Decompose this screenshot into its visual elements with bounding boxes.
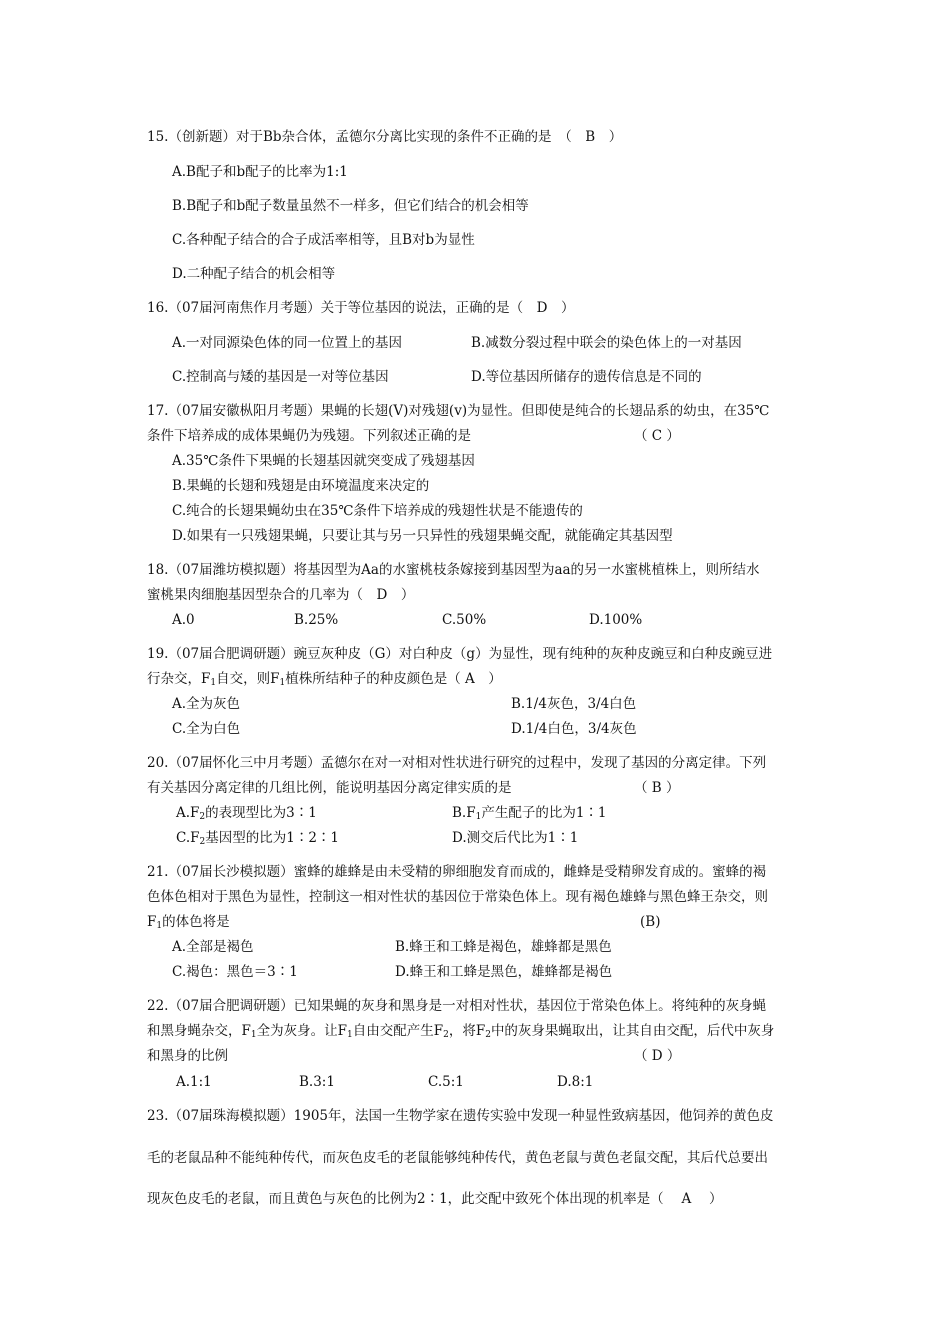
- q17-option-a: A.35℃条件下果蝇的长翅基因就突变成了残翅基因: [172, 453, 475, 469]
- q20-option-d: D.测交后代比为1∶1: [452, 830, 579, 846]
- q20-b-sub: 1: [475, 812, 482, 822]
- q22-stem-line2: [147, 1022, 774, 1040]
- q19-option-c: C.全为白色: [172, 721, 241, 737]
- q15-option-b: B.B配子和b配子数量虽然不一样多，但它们结合的机会相等: [172, 198, 529, 214]
- q21-option-d: D.蜂王和工蜂是黑色，雄蜂都是褐色: [395, 964, 613, 980]
- q18-option-b: B.25%: [294, 612, 339, 628]
- q18-stem-line1: 18.（07届潍坊模拟题）将基因型为Aa的水蜜桃枝条嫁接到基因型为aa的另一水蜜桃植株上，则所结水: [147, 562, 760, 578]
- q19-stem2-sub: 1: [210, 678, 217, 688]
- q20-stem-line2: 有关基因分离定律的几组比例，能说明基因分离定律实质的是: [147, 780, 512, 796]
- q17-option-d: D.如果有一只残翅果蝇，只要让其与另一只异性的残翅果蝇交配，就能确定其基因型: [172, 528, 673, 544]
- q20-a-post: 的表现型比为3∶1: [205, 805, 317, 821]
- q22-s2c: 自由交配产生F: [352, 1023, 444, 1039]
- q21-option-a: A.全部是褐色: [172, 939, 254, 955]
- q18-option-c: C.50%: [442, 612, 487, 628]
- q20-option-a: [176, 804, 317, 822]
- q21-stem3-post: 的体色将是: [162, 914, 230, 930]
- q20-b-pre: B.F: [452, 805, 476, 821]
- q20-option-c: [176, 829, 339, 847]
- q22-answer: （ D ）: [634, 1048, 681, 1064]
- q21-stem3-pre: F: [147, 914, 157, 930]
- q22-option-d: D.8:1: [557, 1074, 594, 1090]
- q22-option-a: A.1:1: [176, 1074, 212, 1090]
- q22-s2-sub4: 2: [485, 1030, 491, 1040]
- q19-stem2-mid: 自交，则F: [216, 671, 280, 687]
- q22-stem-line3: 和黑身的比例: [147, 1048, 228, 1064]
- q19-option-a: A.全为灰色: [172, 696, 241, 712]
- q16-option-a: A.一对同源染色体的同一位置上的基因: [172, 335, 403, 351]
- q21-option-b: B.蜂王和工蜂是褐色，雄蜂都是黑色: [395, 939, 612, 955]
- q16-option-c: C.控制高与矮的基因是一对等位基因: [172, 369, 389, 385]
- q20-answer: （ B ）: [634, 780, 680, 796]
- q21-stem-line3: [147, 913, 230, 931]
- q17-stem-line2: 条件下培养成的成体果蝇仍为残翅。下列叙述正确的是: [147, 428, 471, 444]
- q15-stem: 15.（创新题）对于Bb杂合体，孟德尔分离比实现的条件不正确的是 （ B ）: [147, 129, 623, 145]
- q18-option-a: A.0: [172, 612, 195, 628]
- q20-a-pre: A.F: [176, 805, 200, 821]
- q22-s2e: 中的灰身果蝇取出，让其自由交配，后代中灰身: [490, 1023, 775, 1039]
- q17-option-c: C.纯合的长翅果蝇幼虫在35℃条件下培养成的残翅性状是不能遗传的: [172, 503, 583, 519]
- q18-stem-line2: 蜜桃果肉细胞基因型杂合的几率为（ D ）: [147, 587, 415, 603]
- q21-answer: (B): [640, 914, 661, 930]
- q19-option-b: B.1/4灰色，3/4白色: [511, 696, 637, 712]
- q22-option-b: B.3:1: [299, 1074, 335, 1090]
- q20-option-b: [452, 804, 607, 822]
- q17-stem-line1: 17.（07届安徽枞阳月考题）果蝇的长翅(V)对残翅(v)为显性。但即使是纯合的长翅品系的幼虫，在35℃: [147, 403, 770, 419]
- q20-c-sub: 2: [199, 837, 206, 847]
- q21-stem3-sub: 1: [156, 921, 163, 931]
- q20-b-post: 产生配子的比为1∶1: [481, 805, 607, 821]
- q21-stem-line1: 21.（07届长沙模拟题）蜜蜂的雄蜂是由未受精的卵细胞发育而成的，雌蜂是受精卵发育成的。蜜蜂的褐: [147, 864, 767, 880]
- q16-option-b: B.减数分裂过程中联会的染色体上的一对基因: [471, 335, 742, 351]
- q15-option-a: A.B配子和b配子的比率为1:1: [172, 164, 348, 180]
- q16-option-d: D.等位基因所储存的遗传信息是不同的: [471, 369, 702, 385]
- q20-c-pre: C.F: [176, 830, 200, 846]
- q16-stem: 16.（07届河南焦作月考题）关于等位基因的说法，正确的是（ D ）: [147, 300, 575, 316]
- q23-stem-line2: 毛的老鼠品种不能纯种传代，而灰色皮毛的老鼠能够纯种传代，黄色老鼠与黄色老鼠交配，其后代总要出: [147, 1150, 768, 1166]
- q19-stem2-sub2: 1: [279, 678, 286, 688]
- q15-option-d: D.二种配子结合的机会相等: [172, 266, 336, 282]
- q17-answer: （ C ）: [634, 428, 680, 444]
- q22-s2d: ，将F: [448, 1023, 486, 1039]
- q22-option-c: C.5:1: [428, 1074, 464, 1090]
- q19-stem2-pre: 行杂交，F: [147, 671, 211, 687]
- q20-a-sub: 2: [199, 812, 206, 822]
- q21-stem-line2: 色体色相对于黑色为显性，控制这一相对性状的基因位于常染色体上。现有褐色雄蜂与黑色蜂王杂交，则: [147, 889, 768, 905]
- q19-stem-line1: 19.（07届合肥调研题）豌豆灰种皮（G）对白种皮（g）为显性，现有纯种的灰种皮豌豆和白种皮豌豆进: [147, 646, 773, 662]
- q22-s2a: 和黑身蝇杂交，F: [147, 1023, 251, 1039]
- q21-option-c: C.褐色：黑色＝3∶1: [172, 964, 298, 980]
- q22-stem-line1: 22.（07届合肥调研题）已知果蝇的灰身和黑身是一对相对性状，基因位于常染色体上。将纯种的灰身蝇: [147, 998, 767, 1014]
- q22-s2-sub1: 1: [250, 1030, 257, 1040]
- q20-stem-line1: 20.（07届怀化三中月考题）孟德尔在对一对相对性状进行研究的过程中，发现了基因的分离定律。下列: [147, 755, 767, 771]
- q22-s2b: 全为灰身。让F: [256, 1023, 347, 1039]
- q23-stem-line1: 23.（07届珠海模拟题）1905年，法国一生物学家在遗传实验中发现一种显性致病基因，他饲养的黄色皮: [147, 1108, 774, 1124]
- q18-option-d: D.100%: [589, 612, 643, 628]
- q19-option-d: D.1/4白色，3/4灰色: [511, 721, 637, 737]
- q22-s2-sub3: 2: [443, 1030, 449, 1040]
- q17-option-b: B.果蝇的长翅和残翅是由环境温度来决定的: [172, 478, 430, 494]
- q22-s2-sub2: 1: [346, 1030, 353, 1040]
- q15-option-c: C.各种配子结合的合子成活率相等，且B对b为显性: [172, 232, 475, 248]
- q19-stem2-post: 植株所结种子的种皮颜色是（ A ）: [285, 671, 502, 687]
- q19-stem-line2: [147, 670, 502, 688]
- q23-stem-line3: 现灰色皮毛的老鼠，而且黄色与灰色的比例为2∶1，此交配中致死个体出现的机率是（ A ）: [147, 1191, 723, 1207]
- q20-c-post: 基因型的比为1∶2∶1: [205, 830, 340, 846]
